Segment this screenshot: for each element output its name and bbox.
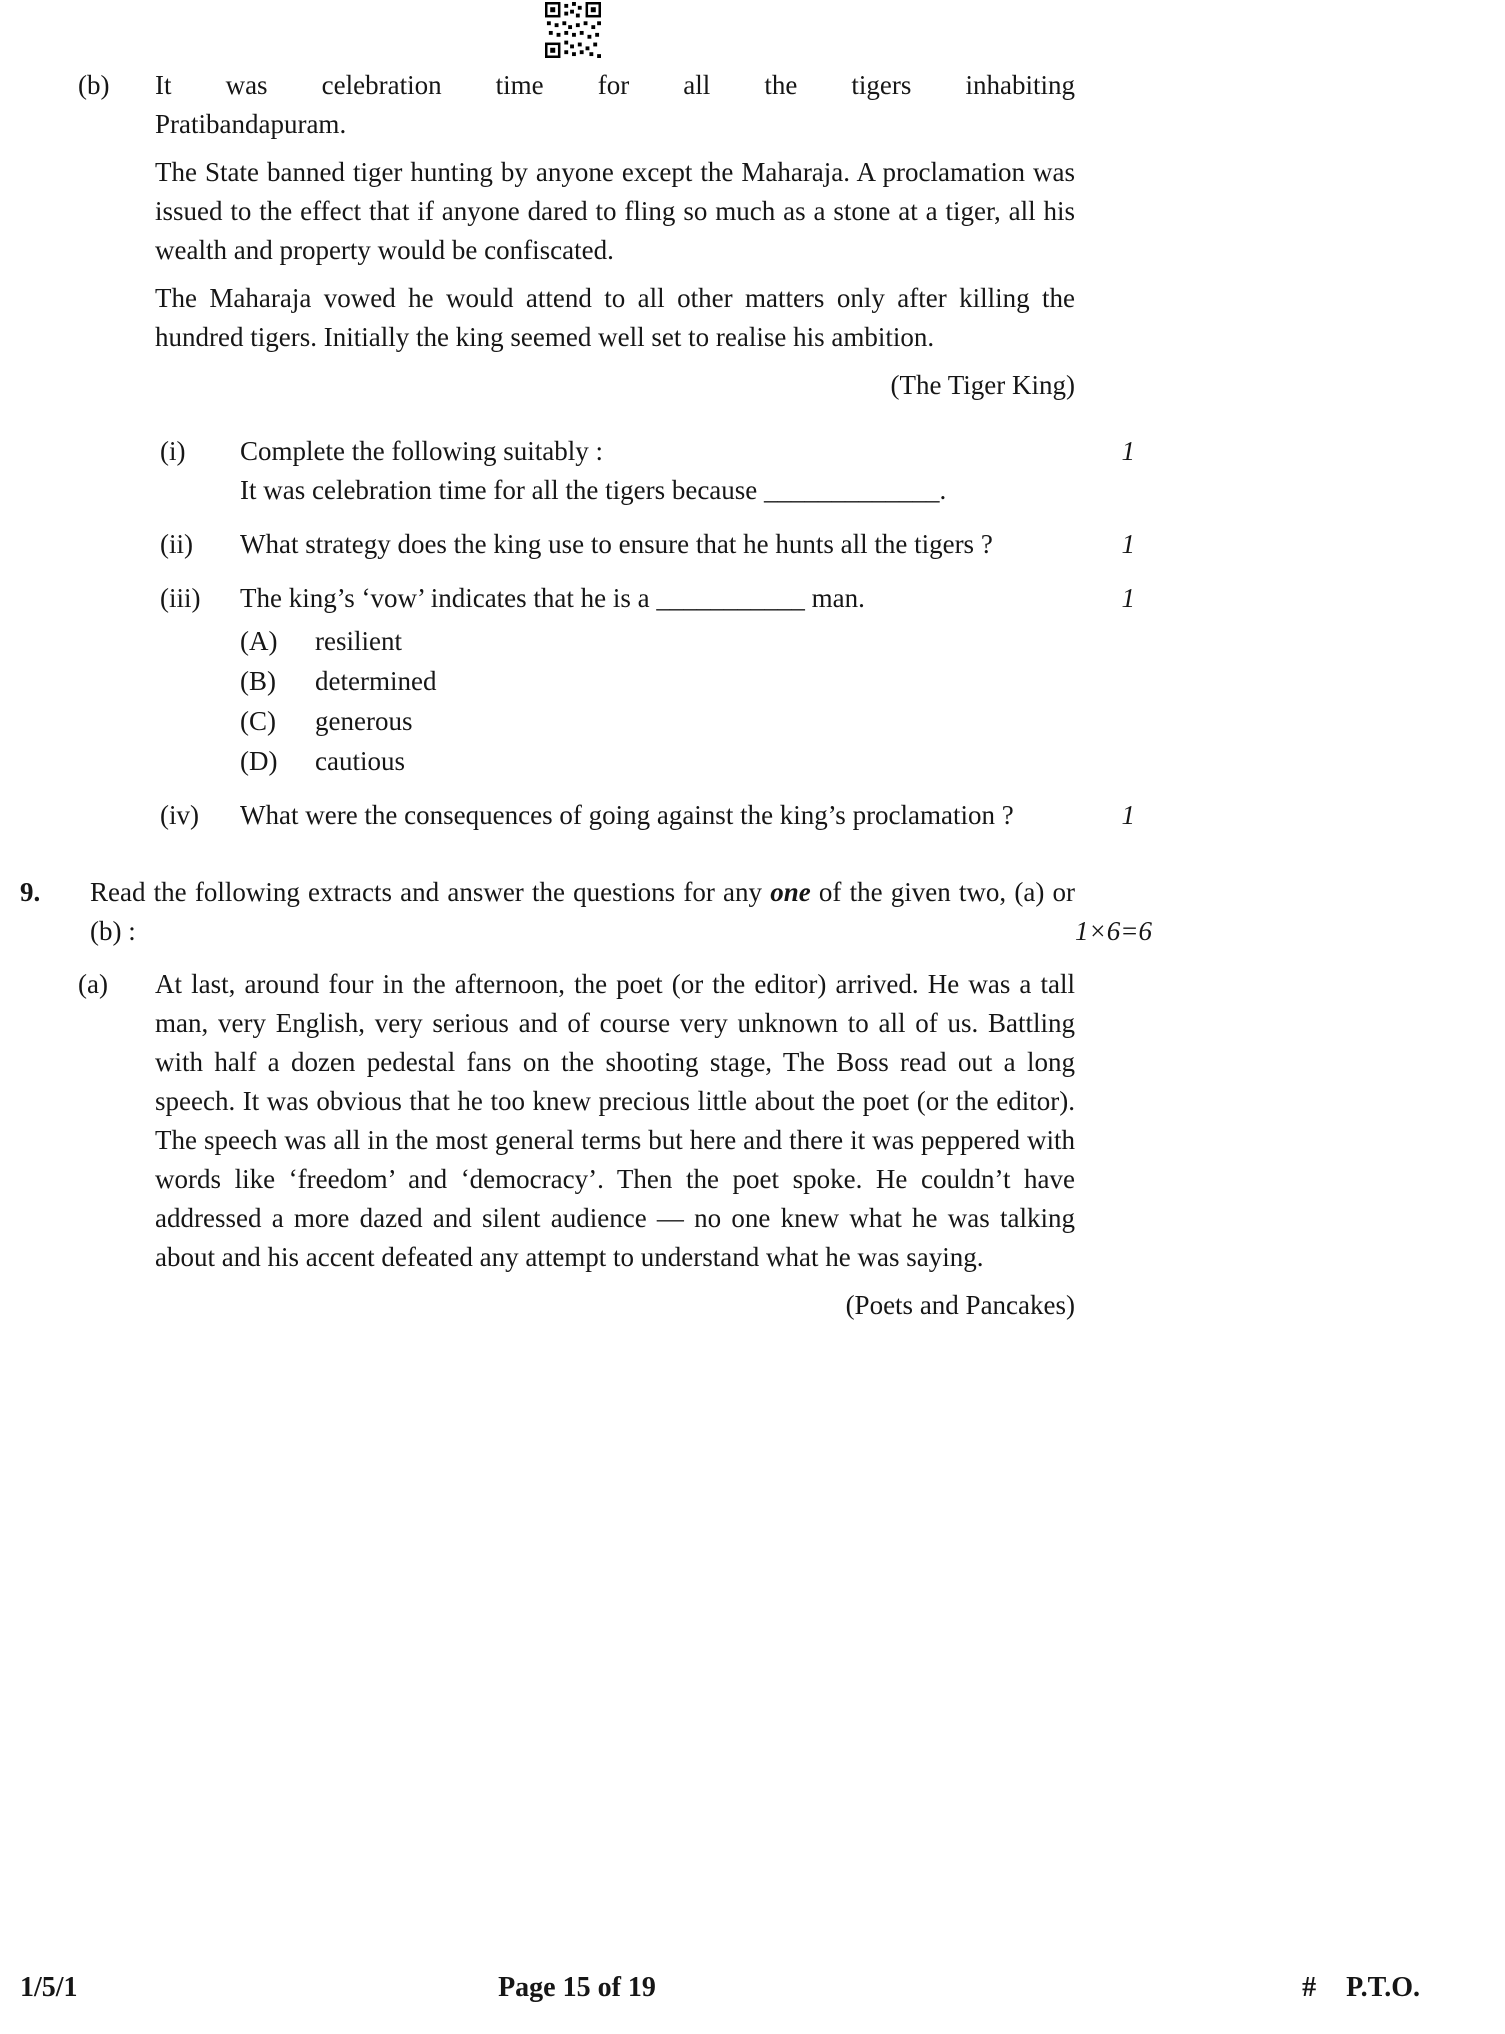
question-9-text-after: of the given two, (a) or (b) :: [90, 877, 1076, 946]
marks-value: 1: [1121, 800, 1135, 830]
page-content: [20, 0, 1152, 1325]
option-label: (B): [240, 666, 276, 696]
subquestion-line: Complete the following suitably :: [240, 436, 603, 466]
extract-paragraph: [155, 66, 1075, 144]
question-9-text-before: Read the following extracts and answer the questions for any: [90, 877, 771, 907]
extract-paragraph: The Maharaja vowed he would attend to all other matters only after killing the hundred tigers. Initially the king seemed well set to realise his ambition.: [155, 283, 1075, 352]
footer-right-group: [1302, 1968, 1420, 2007]
subquestion-label: (iii): [160, 583, 201, 613]
part-a-body: [155, 965, 1075, 1325]
question-9-text: [90, 873, 1075, 951]
question-b: [78, 66, 1135, 432]
option-a: [240, 621, 1075, 661]
question-9-number: 9.: [20, 877, 41, 907]
subquestion-label: (iv): [160, 800, 199, 830]
footer-pto: P.T.O.: [1346, 1972, 1420, 2003]
subquestion-ii: [160, 525, 1135, 564]
question-9-part-a: [78, 965, 1135, 1325]
subquestion-line-with-blank: It was celebration time for all the tigers because _____________.: [240, 475, 947, 505]
subquestion-line-with-blank: The king’s ‘vow’ indicates that he is a ___________ man.: [240, 583, 865, 613]
source-attribution: (The Tiger King): [890, 370, 1075, 400]
source-attribution: (Poets and Pancakes): [845, 1290, 1075, 1320]
page-footer: [0, 1968, 1505, 2010]
extract-line: It was celebration time for all the tigers inhabiting: [155, 70, 1075, 100]
option-d: [240, 741, 1075, 781]
option-c: [240, 701, 1075, 741]
option-text: resilient: [315, 626, 402, 656]
marks-value: 1: [1121, 583, 1135, 613]
mcq-options: [240, 621, 1075, 781]
question-b-body: [155, 66, 1075, 432]
question-9-emphasis: one: [770, 877, 811, 907]
marks-value: 1: [1121, 436, 1135, 466]
marks-value: 1×6=6: [1075, 916, 1152, 946]
option-text: cautious: [315, 746, 405, 776]
footer-hash: #: [1302, 1972, 1317, 2003]
marks-value: 1: [1121, 529, 1135, 559]
part-a-label: (a): [78, 969, 108, 999]
question-9: [20, 873, 1152, 951]
subquestion-iv: [160, 796, 1135, 835]
question-b-label: (b): [78, 70, 110, 100]
option-label: (D): [240, 746, 278, 776]
option-text: determined: [315, 666, 437, 696]
qr-code-icon: [545, 2, 601, 58]
option-label: (A): [240, 626, 278, 656]
extract-paragraph: The State banned tiger hunting by anyone except the Maharaja. A proclamation was issued to the effect that if anyone dared to fling so much as a stone at a tiger, all his wealth and property would be confiscated.: [155, 157, 1075, 265]
extract-paragraph: At last, around four in the afternoon, the poet (or the editor) arrived. He was a tall man, very English, very serious and of course very unknown to all of us. Battling with half a dozen pedestal fans on the shooting stage, The Boss read out a long speech. It was obvious that he too knew precious little about the poet (or the editor). The speech was all in the most general terms but here and there it was peppered with words like ‘freedom’ and ‘democracy’. Then the poet spoke. He couldn’t have addressed a more dazed and silent audience — no one knew what he was talking about and his accent defeated any attempt to understand what he was saying.: [155, 969, 1075, 1272]
subquestion-text: What strategy does the king use to ensure that he hunts all the tigers ?: [240, 529, 993, 559]
option-text: generous: [315, 706, 413, 736]
option-label: (C): [240, 706, 276, 736]
subquestion-text: [240, 579, 1075, 781]
subquestion-label: (ii): [160, 529, 193, 559]
subquestion-i: [160, 432, 1135, 510]
option-b: [240, 661, 1075, 701]
extract-line: Pratibandapuram.: [155, 109, 347, 139]
subquestion-text: [240, 432, 1075, 510]
subquestion-label: (i): [160, 436, 186, 466]
subquestion-iii: [160, 579, 1135, 781]
footer-page-number: Page 15 of 19: [498, 1972, 656, 2003]
subquestion-text: What were the consequences of going against the king’s proclamation ?: [240, 800, 1014, 830]
footer-paper-code: 1/5/1: [20, 1972, 78, 2003]
